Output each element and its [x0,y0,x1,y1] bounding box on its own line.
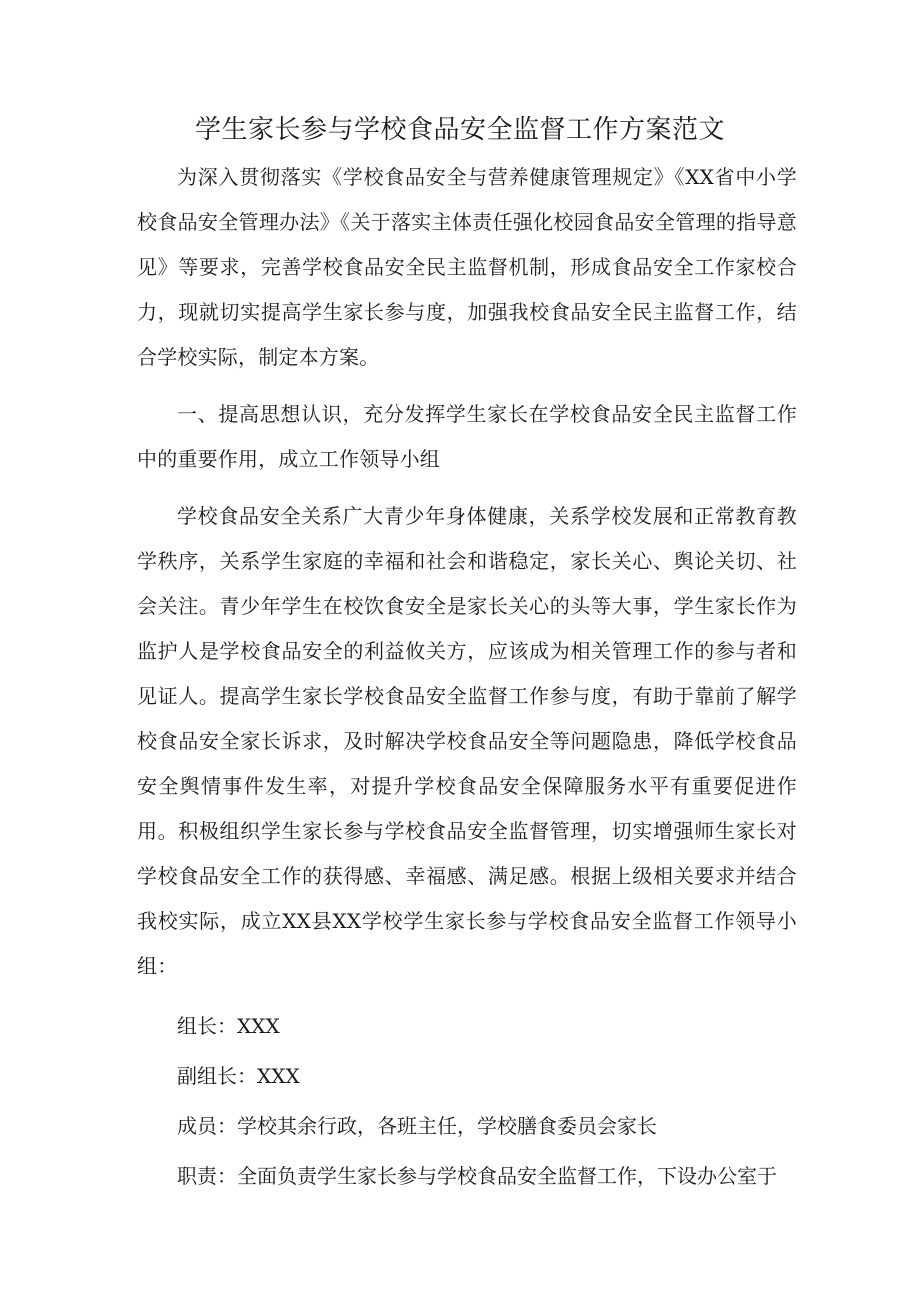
document-body [137,155,797,1201]
group-duties: 职责：全面负责学生家长参与学校食品安全监督工作，下设办公室于 [177,1164,777,1188]
group-members: 成员：学校其余行政，各班主任，学校膳食委员会家长 [177,1114,657,1138]
section-paragraph: 学校食品安全关系广大青少年身体健康，关系学校发展和正常教育教学秩序，关系学生家庭的幸福和社会和谐稳定，家长关心、舆论关切、社会关注。青少年学生在校饮食安全是家长关心的头等大事，学生家长作为监护人是学校食品安全的利益攸关方，应该成为相关管理工作的参与者和见证人。提高学生家长学校食品安全监督工作参与度，有助于靠前了解学校食品安全家长诉求，及时解决学校食品安全等问题隐患，降低学校食品安全舆情事件发生率，对提升学校食品安全保障服务水平有重要促进作用。积极组织学生家长参与学校食品安全监督管理，切实增强师生家长对学校食品安全工作的获得感、幸福感、满足感。根据上级相关要求并结合我校实际，成立XX县XX学校学生家长参与学校食品安全监督工作领导小组： [137,504,797,978]
section-heading: 一、提高思想认识，充分发挥学生家长在学校食品安全民主监督工作中的重要作用，成立工作领导小组 [137,402,797,471]
group-leader: 组长：XXX [177,1014,280,1038]
intro-paragraph: 为深入贯彻落实《学校食品安全与营养健康管理规定》《XX省中小学校食品安全管理办法》《关于落实主体责任强化校园食品安全管理的指导意见》等要求，完善学校食品安全民主监督机制，形成食品安全工作家校合力，现就切实提高学生家长参与度，加强我校食品安全民主监督工作，结合学校实际，制定本方案。 [137,165,797,369]
group-deputy: 副组长：XXX [177,1064,300,1088]
document-title: 学生家长参与学校食品安全监督工作方案范文 [194,115,725,145]
